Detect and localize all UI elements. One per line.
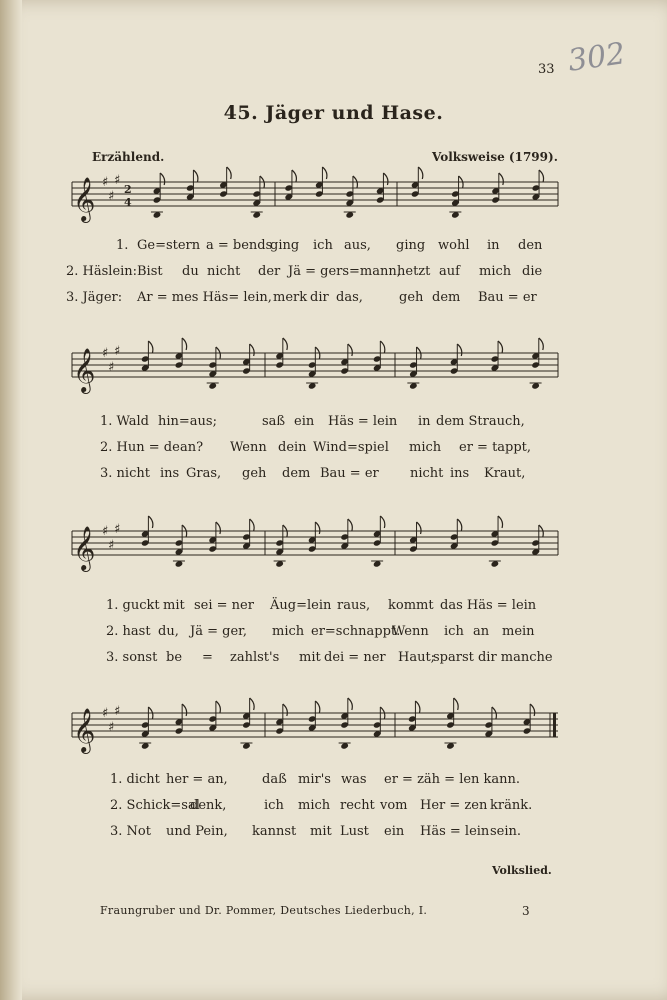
note-flag bbox=[283, 704, 288, 716]
lyric-line: du bbox=[182, 264, 199, 279]
lyric-line: an? bbox=[180, 440, 204, 455]
lyric-line: mir's bbox=[298, 772, 331, 787]
note-flag bbox=[227, 167, 232, 179]
lyric-line: hetzt bbox=[397, 264, 431, 279]
lyric-line: an bbox=[473, 624, 490, 639]
note-flag bbox=[499, 173, 504, 185]
music-system-4 bbox=[70, 695, 562, 775]
music-system-2 bbox=[70, 335, 562, 415]
lyric-line: sparst dir manche bbox=[433, 650, 553, 665]
lyric-line: nicht bbox=[410, 466, 444, 481]
lyric-line: was bbox=[341, 772, 367, 787]
note-flag bbox=[498, 341, 503, 353]
melody-attribution: Volksweise (1799). bbox=[432, 150, 558, 164]
pencil-annotation: 302 bbox=[565, 36, 628, 79]
lyric-line: dem bbox=[282, 466, 311, 481]
music-system-1 bbox=[70, 164, 562, 244]
sharp-icon: ♯ bbox=[102, 706, 109, 721]
lyric-line: dein bbox=[278, 440, 307, 455]
treble-clef-icon: 𝄞 bbox=[73, 708, 96, 752]
note-flag bbox=[193, 170, 198, 182]
note-flag bbox=[348, 344, 353, 356]
lyric-line: Lust bbox=[340, 824, 369, 839]
lyric-line: be bbox=[166, 650, 183, 665]
note-flag bbox=[322, 167, 327, 179]
lyric-line: saß bbox=[262, 414, 286, 429]
lyric-line: 2. Schick=sal bbox=[110, 798, 200, 813]
lyric-line: Wenn bbox=[392, 624, 429, 639]
note-flag bbox=[539, 338, 544, 350]
note-flag bbox=[418, 167, 423, 179]
lyric-line: sei = ner bbox=[194, 598, 254, 613]
lyric-line: recht bbox=[340, 798, 375, 813]
lyric-line: Her = zen bbox=[420, 798, 488, 813]
sharp-icon: ♯ bbox=[102, 175, 109, 190]
note-flag bbox=[292, 170, 297, 182]
note-flag bbox=[160, 173, 165, 185]
lyric-line: er = zäh = len kann. bbox=[384, 772, 521, 787]
note-flag bbox=[417, 522, 422, 534]
sharp-icon: ♯ bbox=[102, 524, 109, 539]
lyric-line: 3. Jäger: bbox=[66, 290, 123, 305]
lyric-line: mit bbox=[163, 598, 185, 613]
time-signature-top: 2 bbox=[124, 183, 132, 196]
lyric-line: 2. Häslein: bbox=[66, 264, 138, 279]
lyric-line: mich bbox=[298, 798, 331, 813]
note-flag bbox=[348, 698, 353, 710]
lyric-line: sein. bbox=[490, 824, 522, 839]
note-flag bbox=[182, 338, 187, 350]
staff-3 bbox=[70, 513, 562, 593]
lyric-line: denk, bbox=[190, 798, 227, 813]
lyric-line: 3. sonst bbox=[106, 650, 158, 665]
lyric-line: geh bbox=[242, 466, 267, 481]
lyric-line: dem bbox=[432, 290, 461, 305]
music-system-3 bbox=[70, 513, 562, 593]
signature-number: 3 bbox=[522, 904, 530, 918]
lyric-line: 1. Wald bbox=[100, 414, 149, 429]
note-flag bbox=[182, 704, 187, 716]
lyric-line: 1. bbox=[116, 238, 129, 253]
lyric-line: mich bbox=[409, 440, 442, 455]
lyric-line: Ar = mes Häs= lein, bbox=[137, 290, 272, 305]
lyric-line: dir bbox=[310, 290, 329, 305]
lyric-line: a = bends bbox=[206, 238, 273, 253]
lyric-line: wohl bbox=[438, 238, 470, 253]
lyric-line: kommt bbox=[388, 598, 434, 613]
sharp-icon: ♯ bbox=[102, 346, 109, 361]
lyric-line: ein bbox=[384, 824, 405, 839]
lyric-line: auf bbox=[439, 264, 460, 279]
lyric-line: der bbox=[258, 264, 281, 279]
lyric-line: das Häs = lein bbox=[440, 598, 537, 613]
book-binding-shadow bbox=[0, 0, 22, 1000]
lyric-line: Häs = lein bbox=[328, 414, 398, 429]
lyric-line: er = tappt, bbox=[459, 440, 532, 455]
sharp-icon: ♯ bbox=[114, 173, 121, 188]
lyric-line: aus, bbox=[344, 238, 371, 253]
lyric-line: du, bbox=[158, 624, 179, 639]
treble-clef-icon: 𝄞 bbox=[73, 526, 96, 570]
lyric-line: her = an, bbox=[166, 772, 228, 787]
lyric-line: Äug=lein bbox=[270, 598, 332, 613]
note-flag bbox=[457, 344, 462, 356]
lyric-line: Jä = gers=mann, bbox=[288, 264, 401, 279]
lyric-line: merk bbox=[273, 290, 308, 305]
tempo-marking: Erzählend. bbox=[92, 150, 165, 164]
lyric-line: 2. hast bbox=[106, 624, 151, 639]
lyric-line: nicht bbox=[207, 264, 241, 279]
lyric-line: dem Strauch, bbox=[436, 414, 525, 429]
note-flag bbox=[283, 338, 288, 350]
lyric-line: ein bbox=[294, 414, 315, 429]
note-flag bbox=[250, 698, 255, 710]
lyric-line: 1. guckt bbox=[106, 598, 160, 613]
lyric-line: mein bbox=[502, 624, 535, 639]
lyric-line: zahlst's bbox=[230, 650, 280, 665]
lyric-line: kannst bbox=[252, 824, 297, 839]
note-flag bbox=[415, 701, 420, 713]
lyric-line: vom bbox=[380, 798, 408, 813]
sharp-icon: ♯ bbox=[108, 189, 115, 204]
footer-citation: Fraungruber und Dr. Pommer, Deutsches Liederbuch, I. bbox=[100, 904, 428, 917]
lyric-line: ins bbox=[160, 466, 180, 481]
note-flag bbox=[380, 516, 385, 528]
lyric-line: und Pein, bbox=[166, 824, 228, 839]
lyric-line: Jä = ger, bbox=[190, 624, 248, 639]
lyric-line: hin=aus; bbox=[158, 414, 217, 429]
lyric-line: = bbox=[202, 650, 213, 665]
song-source-note: Volkslied. bbox=[492, 864, 552, 877]
staff-1 bbox=[70, 164, 562, 244]
lyric-line: in bbox=[418, 414, 431, 429]
sharp-icon: ♯ bbox=[108, 720, 115, 735]
note-flag bbox=[383, 173, 388, 185]
time-signature-bottom: 4 bbox=[124, 196, 132, 209]
lyric-line: 2. Hun = de bbox=[100, 440, 180, 455]
sharp-icon: ♯ bbox=[114, 522, 121, 537]
note-flag bbox=[250, 519, 255, 531]
sharp-icon: ♯ bbox=[114, 704, 121, 719]
note-flag bbox=[380, 341, 385, 353]
note-flag bbox=[148, 341, 153, 353]
lyric-line: ging bbox=[270, 238, 300, 253]
sharp-icon: ♯ bbox=[108, 538, 115, 553]
lyric-line: ging bbox=[396, 238, 426, 253]
note-flag bbox=[498, 516, 503, 528]
lyric-line: 3. Not bbox=[110, 824, 151, 839]
staff-2 bbox=[70, 335, 562, 415]
lyric-line: kränk. bbox=[490, 798, 533, 813]
lyric-line: Bau = er bbox=[320, 466, 379, 481]
lyric-line: in bbox=[487, 238, 500, 253]
lyric-line: mich bbox=[272, 624, 305, 639]
final-bar-thick bbox=[553, 713, 556, 737]
lyric-line: ins bbox=[450, 466, 470, 481]
note-flag bbox=[539, 170, 544, 182]
note-flag bbox=[315, 522, 320, 534]
lyric-line: Kraut, bbox=[484, 466, 526, 481]
lyric-line: die bbox=[522, 264, 543, 279]
lyric-line: daß bbox=[262, 772, 287, 787]
lyric-line: mich bbox=[479, 264, 512, 279]
note-flag bbox=[315, 701, 320, 713]
lyric-line: mit bbox=[299, 650, 321, 665]
page-number: 33 bbox=[538, 62, 555, 77]
sharp-icon: ♯ bbox=[108, 360, 115, 375]
lyric-line: das, bbox=[336, 290, 363, 305]
note-flag bbox=[530, 704, 535, 716]
note-flag bbox=[148, 516, 153, 528]
lyric-line: Bau = er bbox=[478, 290, 537, 305]
note-flag bbox=[216, 701, 221, 713]
note-flag bbox=[457, 519, 462, 531]
lyric-line: Ge=stern bbox=[137, 238, 201, 253]
note-flag bbox=[348, 519, 353, 531]
lyric-line: Wenn bbox=[230, 440, 267, 455]
staff-4 bbox=[70, 695, 562, 775]
lyric-line: er=schnappt. bbox=[311, 624, 401, 639]
note-flag bbox=[454, 698, 459, 710]
lyric-line: Haut; bbox=[398, 650, 436, 665]
note-flag bbox=[250, 344, 255, 356]
lyric-line: Wind=spiel bbox=[313, 440, 389, 455]
lyric-line: ich bbox=[264, 798, 284, 813]
lyric-line: Häs = lein bbox=[420, 824, 490, 839]
lyric-line: 1. dicht bbox=[110, 772, 160, 787]
lyric-line: mit bbox=[310, 824, 332, 839]
song-title: 45. Jäger und Hase. bbox=[223, 102, 444, 124]
lyric-line: geh bbox=[399, 290, 424, 305]
note-flag bbox=[216, 522, 221, 534]
treble-clef-icon: 𝄞 bbox=[73, 348, 96, 392]
lyric-line: ich bbox=[313, 238, 333, 253]
lyric-line: dei = ner bbox=[324, 650, 386, 665]
lyric-line: raus, bbox=[337, 598, 371, 613]
lyric-line: den bbox=[518, 238, 543, 253]
lyric-line: Gras, bbox=[186, 466, 222, 481]
lyric-line: 3. nicht bbox=[100, 466, 150, 481]
treble-clef-icon: 𝄞 bbox=[73, 177, 96, 221]
sharp-icon: ♯ bbox=[114, 344, 121, 359]
lyric-line: ich bbox=[444, 624, 464, 639]
lyric-line: Bist bbox=[137, 264, 163, 279]
